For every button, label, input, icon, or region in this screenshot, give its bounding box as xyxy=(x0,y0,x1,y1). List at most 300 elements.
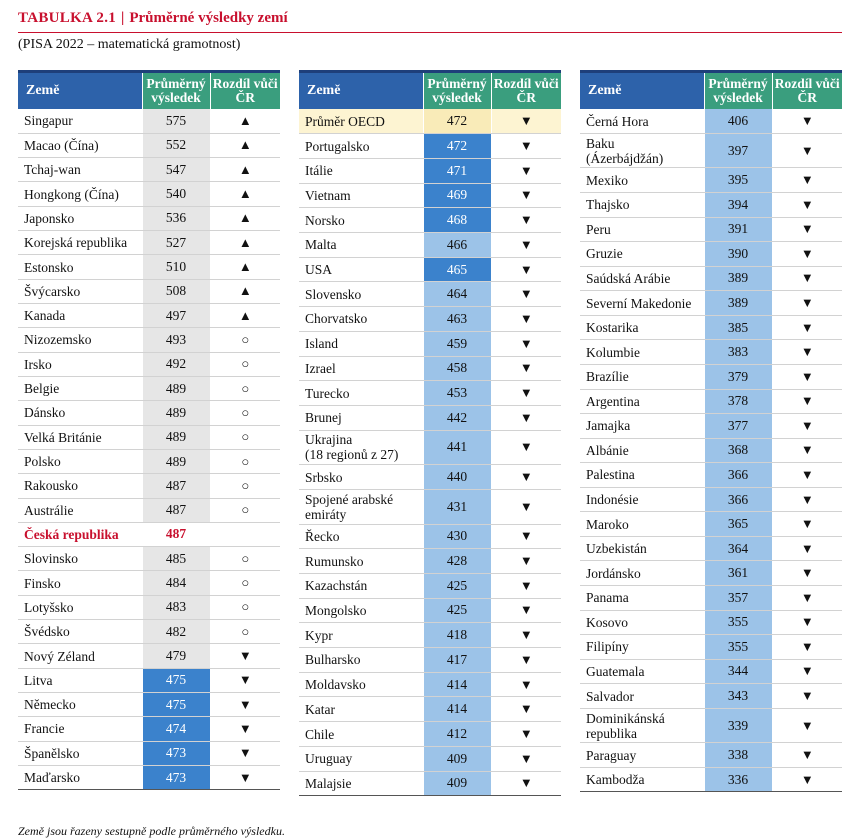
table-row xyxy=(580,315,842,340)
country-name: Filipíny xyxy=(580,635,704,660)
down-triangle-icon: ▼ xyxy=(491,489,561,524)
country-name: Tchaj-wan xyxy=(18,158,142,182)
average-score: 493 xyxy=(142,328,210,352)
average-score: 547 xyxy=(142,158,210,182)
country-name: Polsko xyxy=(18,449,142,473)
country-name: Belgie xyxy=(18,376,142,400)
footnote: Země jsou řazeny sestupně podle průměrného výsledku. xyxy=(18,824,285,838)
table-row xyxy=(299,307,561,332)
table-row xyxy=(18,401,280,425)
country-name: Nový Zéland xyxy=(18,644,142,668)
table-row xyxy=(580,684,842,709)
average-score: 489 xyxy=(142,401,210,425)
title-separator: | xyxy=(121,10,125,26)
table-row xyxy=(580,610,842,635)
down-triangle-icon: ▼ xyxy=(772,364,842,389)
circle-icon: ○ xyxy=(210,425,280,449)
average-score: 475 xyxy=(142,693,210,717)
down-triangle-icon: ▼ xyxy=(210,668,280,692)
down-triangle-icon: ▼ xyxy=(772,315,842,340)
down-triangle-icon: ▼ xyxy=(491,722,561,747)
average-score: 527 xyxy=(142,231,210,255)
header-diff: Rozdíl vůči ČR xyxy=(210,72,280,110)
down-triangle-icon: ▼ xyxy=(772,134,842,168)
table-row xyxy=(299,257,561,282)
country-name: Černá Hora xyxy=(580,109,704,134)
table-row xyxy=(18,522,280,546)
table-row xyxy=(299,430,561,465)
country-name: Kanada xyxy=(18,304,142,328)
average-score: 364 xyxy=(704,536,772,561)
table-row xyxy=(580,266,842,291)
down-triangle-icon: ▼ xyxy=(491,746,561,771)
table-row xyxy=(18,376,280,400)
average-score: 409 xyxy=(423,746,491,771)
down-triangle-icon: ▼ xyxy=(772,389,842,414)
results-table-1 xyxy=(18,70,280,790)
down-triangle-icon: ▼ xyxy=(772,659,842,684)
circle-icon: ○ xyxy=(210,571,280,595)
average-score: 378 xyxy=(704,389,772,414)
table-row xyxy=(299,405,561,430)
country-name: Japonsko xyxy=(18,206,142,230)
table-row xyxy=(299,356,561,381)
table-row xyxy=(580,487,842,512)
header-diff: Rozdíl vůči ČR xyxy=(772,72,842,110)
down-triangle-icon: ▼ xyxy=(772,463,842,488)
down-triangle-icon: ▼ xyxy=(210,765,280,789)
country-name: Gruzie xyxy=(580,242,704,267)
circle-icon: ○ xyxy=(210,328,280,352)
country-name: Itálie xyxy=(299,158,423,183)
average-score: 357 xyxy=(704,586,772,611)
circle-icon: ○ xyxy=(210,376,280,400)
average-score: 441 xyxy=(423,430,491,465)
average-score: 355 xyxy=(704,635,772,660)
down-triangle-icon: ▼ xyxy=(491,233,561,258)
table-row xyxy=(18,304,280,328)
country-name: Nizozemsko xyxy=(18,328,142,352)
average-score: 459 xyxy=(423,331,491,356)
table-row xyxy=(580,767,842,792)
average-score: 536 xyxy=(142,206,210,230)
table-row xyxy=(18,279,280,303)
up-triangle-icon: ▲ xyxy=(210,231,280,255)
country-name: Saúdská Arábie xyxy=(580,266,704,291)
country-name: Slovensko xyxy=(299,282,423,307)
average-score: 365 xyxy=(704,512,772,537)
country-name: Slovinsko xyxy=(18,547,142,571)
down-triangle-icon: ▼ xyxy=(772,561,842,586)
subtitle: (PISA 2022 – matematická gramotnost) xyxy=(18,37,241,52)
table-row xyxy=(18,158,280,182)
table-row xyxy=(299,573,561,598)
country-name: Guatemala xyxy=(580,659,704,684)
down-triangle-icon: ▼ xyxy=(772,743,842,768)
average-score: 425 xyxy=(423,598,491,623)
country-name: Argentina xyxy=(580,389,704,414)
table-row xyxy=(580,536,842,561)
country-name: Švýcarsko xyxy=(18,279,142,303)
table-row xyxy=(580,512,842,537)
country-name: Ukrajina (18 regionů z 27) xyxy=(299,430,423,465)
average-score: 339 xyxy=(704,708,772,742)
circle-icon: ○ xyxy=(210,449,280,473)
table-row xyxy=(299,233,561,258)
country-name: Rakousko xyxy=(18,474,142,498)
average-score: 338 xyxy=(704,743,772,768)
average-score: 397 xyxy=(704,134,772,168)
down-triangle-icon: ▼ xyxy=(491,282,561,307)
table-row xyxy=(299,648,561,673)
country-name: Portugalsko xyxy=(299,134,423,159)
circle-icon: ○ xyxy=(210,498,280,522)
table-row xyxy=(18,620,280,644)
down-triangle-icon: ▼ xyxy=(210,741,280,765)
average-score: 343 xyxy=(704,684,772,709)
average-score: 390 xyxy=(704,242,772,267)
down-triangle-icon: ▼ xyxy=(772,217,842,242)
table-row xyxy=(18,182,280,206)
average-score: 428 xyxy=(423,549,491,574)
average-score: 409 xyxy=(423,771,491,796)
country-name: Mexiko xyxy=(580,168,704,193)
down-triangle-icon: ▼ xyxy=(772,586,842,611)
average-score: 344 xyxy=(704,659,772,684)
country-name: Albánie xyxy=(580,438,704,463)
average-score: 440 xyxy=(423,465,491,490)
header-country: Země xyxy=(299,72,423,110)
down-triangle-icon: ▼ xyxy=(491,549,561,574)
circle-icon: ○ xyxy=(210,547,280,571)
average-score: 366 xyxy=(704,463,772,488)
down-triangle-icon: ▼ xyxy=(491,648,561,673)
table-title xyxy=(18,10,842,33)
table-row xyxy=(580,217,842,242)
country-name: Severní Makedonie xyxy=(580,291,704,316)
down-triangle-icon: ▼ xyxy=(772,109,842,134)
table-row xyxy=(299,183,561,208)
circle-icon: ○ xyxy=(210,595,280,619)
header-score: Průměrný výsledek xyxy=(423,72,491,110)
country-name: Hongkong (Čína) xyxy=(18,182,142,206)
country-name: Česká republika xyxy=(18,522,142,546)
table-row xyxy=(299,746,561,771)
average-score: 487 xyxy=(142,474,210,498)
table-row xyxy=(580,109,842,134)
country-name: Španělsko xyxy=(18,741,142,765)
country-name: Kosovo xyxy=(580,610,704,635)
country-name: Francie xyxy=(18,717,142,741)
country-name: Malajsie xyxy=(299,771,423,796)
table-row xyxy=(299,208,561,233)
up-triangle-icon: ▲ xyxy=(210,158,280,182)
down-triangle-icon: ▼ xyxy=(772,438,842,463)
country-name: Kostarika xyxy=(580,315,704,340)
down-triangle-icon: ▼ xyxy=(772,610,842,635)
title-text: Průměrné výsledky zemí xyxy=(129,10,288,26)
country-name: Indonésie xyxy=(580,487,704,512)
average-score: 394 xyxy=(704,193,772,218)
average-score: 368 xyxy=(704,438,772,463)
country-name: Uruguay xyxy=(299,746,423,771)
average-score: 489 xyxy=(142,449,210,473)
average-score: 475 xyxy=(142,668,210,692)
average-score: 395 xyxy=(704,168,772,193)
table-row xyxy=(18,231,280,255)
down-triangle-icon: ▼ xyxy=(491,771,561,796)
average-score: 485 xyxy=(142,547,210,571)
up-triangle-icon: ▲ xyxy=(210,206,280,230)
down-triangle-icon: ▼ xyxy=(772,340,842,365)
average-score: 497 xyxy=(142,304,210,328)
table-row xyxy=(580,463,842,488)
average-score: 473 xyxy=(142,741,210,765)
average-score: 389 xyxy=(704,266,772,291)
country-name: Paraguay xyxy=(580,743,704,768)
country-name: Macao (Čína) xyxy=(18,133,142,157)
table-row xyxy=(18,328,280,352)
country-name: Salvador xyxy=(580,684,704,709)
down-triangle-icon: ▼ xyxy=(491,524,561,549)
average-score: 479 xyxy=(142,644,210,668)
average-score: 552 xyxy=(142,133,210,157)
table-row xyxy=(18,206,280,230)
down-triangle-icon: ▼ xyxy=(772,536,842,561)
average-score: 472 xyxy=(423,134,491,159)
down-triangle-icon: ▼ xyxy=(491,307,561,332)
country-name: Jordánsko xyxy=(580,561,704,586)
country-name: Lotyšsko xyxy=(18,595,142,619)
table-row xyxy=(18,668,280,692)
average-score: 391 xyxy=(704,217,772,242)
table-row xyxy=(299,282,561,307)
average-score: 406 xyxy=(704,109,772,134)
country-name: Izrael xyxy=(299,356,423,381)
results-table-3 xyxy=(580,70,842,792)
average-score: 483 xyxy=(142,595,210,619)
table-row xyxy=(18,547,280,571)
circle-icon: ○ xyxy=(210,352,280,376)
up-triangle-icon: ▲ xyxy=(210,109,280,133)
down-triangle-icon: ▼ xyxy=(491,183,561,208)
table-row xyxy=(299,549,561,574)
table-row xyxy=(580,168,842,193)
down-triangle-icon: ▼ xyxy=(772,414,842,439)
country-name: Kypr xyxy=(299,623,423,648)
average-score: 472 xyxy=(423,109,491,134)
down-triangle-icon: ▼ xyxy=(491,405,561,430)
country-name: Estonsko xyxy=(18,255,142,279)
average-score: 508 xyxy=(142,279,210,303)
table-row xyxy=(18,449,280,473)
country-name: Korejská republika xyxy=(18,231,142,255)
average-score: 487 xyxy=(142,498,210,522)
table-row xyxy=(18,644,280,668)
up-triangle-icon: ▲ xyxy=(210,255,280,279)
country-name: Spojené arabské emiráty xyxy=(299,489,423,524)
country-name: Maroko xyxy=(580,512,704,537)
average-score: 412 xyxy=(423,722,491,747)
country-name: Singapur xyxy=(18,109,142,133)
country-name: Průměr OECD xyxy=(299,109,423,134)
down-triangle-icon: ▼ xyxy=(772,767,842,792)
country-name: Jamajka xyxy=(580,414,704,439)
country-name: Maďarsko xyxy=(18,765,142,789)
average-score: 453 xyxy=(423,381,491,406)
down-triangle-icon: ▼ xyxy=(772,708,842,742)
header-country: Země xyxy=(18,72,142,110)
average-score: 430 xyxy=(423,524,491,549)
table-row xyxy=(299,109,561,134)
down-triangle-icon: ▼ xyxy=(772,291,842,316)
up-triangle-icon: ▲ xyxy=(210,133,280,157)
country-name: Německo xyxy=(18,693,142,717)
average-score: 417 xyxy=(423,648,491,673)
table-row xyxy=(580,134,842,168)
table-row xyxy=(580,291,842,316)
country-name: Kolumbie xyxy=(580,340,704,365)
table-row xyxy=(299,489,561,524)
country-name: Peru xyxy=(580,217,704,242)
country-name: Srbsko xyxy=(299,465,423,490)
country-name: Irsko xyxy=(18,352,142,376)
down-triangle-icon: ▼ xyxy=(772,168,842,193)
table-row xyxy=(299,771,561,796)
table-row xyxy=(18,352,280,376)
down-triangle-icon: ▼ xyxy=(491,331,561,356)
circle-icon: ○ xyxy=(210,474,280,498)
table-row xyxy=(580,586,842,611)
average-score: 489 xyxy=(142,376,210,400)
average-score: 355 xyxy=(704,610,772,635)
country-name: Norsko xyxy=(299,208,423,233)
table-row xyxy=(299,672,561,697)
table-row xyxy=(18,765,280,789)
header-score: Průměrný výsledek xyxy=(142,72,210,110)
table-row xyxy=(18,255,280,279)
down-triangle-icon: ▼ xyxy=(772,684,842,709)
table-row xyxy=(299,697,561,722)
average-score: 389 xyxy=(704,291,772,316)
average-score: 468 xyxy=(423,208,491,233)
table-row xyxy=(299,623,561,648)
average-score: 361 xyxy=(704,561,772,586)
average-score: 463 xyxy=(423,307,491,332)
country-name: Austrálie xyxy=(18,498,142,522)
country-name: Panama xyxy=(580,586,704,611)
down-triangle-icon: ▼ xyxy=(491,257,561,282)
country-name: Chorvatsko xyxy=(299,307,423,332)
table-row xyxy=(580,438,842,463)
table-row xyxy=(299,158,561,183)
country-name: Dominikánská republika xyxy=(580,708,704,742)
table-row xyxy=(580,635,842,660)
average-score: 336 xyxy=(704,767,772,792)
average-score: 540 xyxy=(142,182,210,206)
country-name: Řecko xyxy=(299,524,423,549)
down-triangle-icon: ▼ xyxy=(491,598,561,623)
down-triangle-icon: ▼ xyxy=(210,644,280,668)
country-name: Velká Británie xyxy=(18,425,142,449)
table-row xyxy=(580,414,842,439)
table-row xyxy=(580,364,842,389)
table-row xyxy=(18,717,280,741)
table-row xyxy=(299,465,561,490)
average-score: 469 xyxy=(423,183,491,208)
table-row xyxy=(580,193,842,218)
down-triangle-icon: ▼ xyxy=(210,693,280,717)
country-name: Litva xyxy=(18,668,142,692)
average-score: 465 xyxy=(423,257,491,282)
country-name: Malta xyxy=(299,233,423,258)
average-score: 474 xyxy=(142,717,210,741)
average-score: 489 xyxy=(142,425,210,449)
table-row xyxy=(580,389,842,414)
up-triangle-icon: ▲ xyxy=(210,279,280,303)
down-triangle-icon: ▼ xyxy=(491,623,561,648)
up-triangle-icon: ▲ xyxy=(210,304,280,328)
average-score: 482 xyxy=(142,620,210,644)
country-name: Rumunsko xyxy=(299,549,423,574)
table-row xyxy=(18,571,280,595)
average-score: 458 xyxy=(423,356,491,381)
circle-icon: ○ xyxy=(210,620,280,644)
down-triangle-icon: ▼ xyxy=(772,266,842,291)
down-triangle-icon: ▼ xyxy=(210,717,280,741)
down-triangle-icon: ▼ xyxy=(491,134,561,159)
average-score: 575 xyxy=(142,109,210,133)
table-row xyxy=(18,498,280,522)
country-name: Dánsko xyxy=(18,401,142,425)
table-row xyxy=(299,134,561,159)
table-row xyxy=(18,133,280,157)
down-triangle-icon: ▼ xyxy=(491,208,561,233)
table-row xyxy=(18,425,280,449)
down-triangle-icon: ▼ xyxy=(772,242,842,267)
country-name: Kazachstán xyxy=(299,573,423,598)
average-score: 484 xyxy=(142,571,210,595)
average-score: 414 xyxy=(423,672,491,697)
average-score: 377 xyxy=(704,414,772,439)
country-name: Turecko xyxy=(299,381,423,406)
average-score: 473 xyxy=(142,765,210,789)
down-triangle-icon: ▼ xyxy=(491,697,561,722)
average-score: 442 xyxy=(423,405,491,430)
country-name: Thajsko xyxy=(580,193,704,218)
down-triangle-icon: ▼ xyxy=(772,487,842,512)
down-triangle-icon: ▼ xyxy=(491,158,561,183)
country-name: Švédsko xyxy=(18,620,142,644)
average-score: 385 xyxy=(704,315,772,340)
table-row xyxy=(580,659,842,684)
country-name: Katar xyxy=(299,697,423,722)
down-triangle-icon: ▼ xyxy=(491,109,561,134)
circle-icon: ○ xyxy=(210,401,280,425)
average-score: 492 xyxy=(142,352,210,376)
country-name: Baku (Ázerbájdžán) xyxy=(580,134,704,168)
average-score: 431 xyxy=(423,489,491,524)
average-score: 464 xyxy=(423,282,491,307)
down-triangle-icon: ▼ xyxy=(491,672,561,697)
table-row xyxy=(18,474,280,498)
table-row xyxy=(580,708,842,742)
average-score: 425 xyxy=(423,573,491,598)
table-row xyxy=(299,598,561,623)
down-triangle-icon: ▼ xyxy=(772,512,842,537)
down-triangle-icon: ▼ xyxy=(772,193,842,218)
average-score: 510 xyxy=(142,255,210,279)
